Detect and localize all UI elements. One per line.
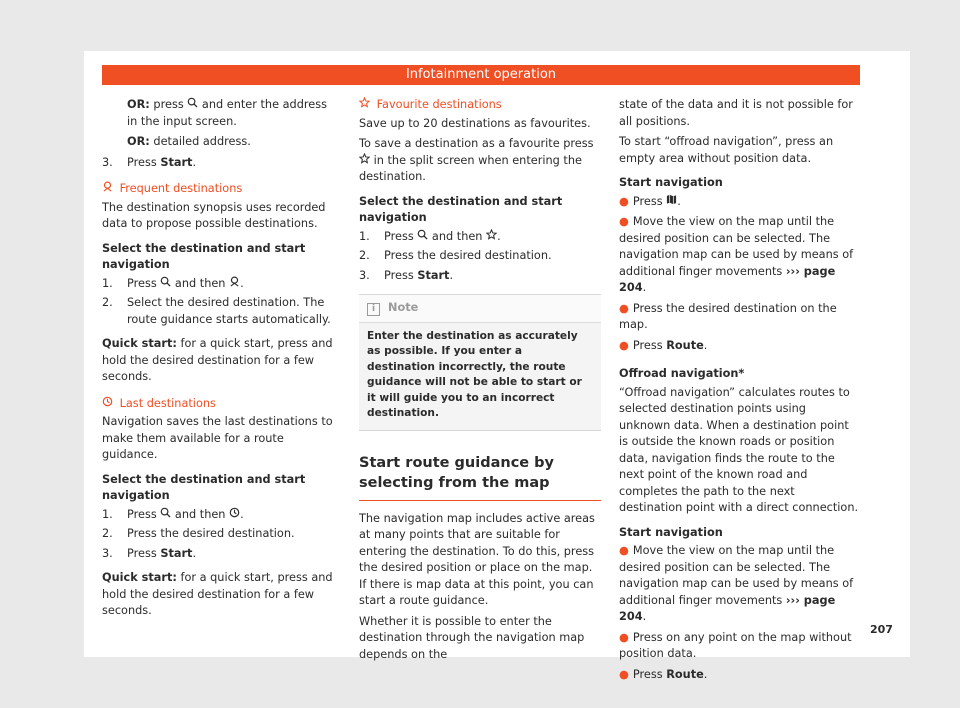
or-detailed-line: OR: detailed address. bbox=[127, 135, 251, 148]
bullet-press-destination: ● Press the desired destination on the map. bbox=[619, 301, 837, 331]
map-paragraph-2: Whether it is possible to enter the destination through the navigation map depends on the bbox=[359, 614, 585, 661]
column-middle bbox=[359, 97, 601, 667]
favourite-step-1: 1. Press and then . bbox=[359, 229, 601, 246]
favourite-desc: Save up to 20 destinations as favourites. bbox=[359, 116, 591, 130]
frequent-step-2: 2. Select the desired destination. The route guidance starts automatically. bbox=[102, 296, 331, 326]
start-nav-heading-2: Start navigation bbox=[619, 525, 723, 539]
column-left bbox=[102, 97, 340, 624]
favourite-sub: Select the destination and start navigation bbox=[359, 194, 563, 224]
search-icon bbox=[187, 97, 198, 114]
step-3: 3. Press Start. bbox=[102, 155, 197, 169]
clock-icon bbox=[102, 396, 113, 413]
last-sub: Select the destination and start navigation bbox=[102, 472, 306, 502]
last-step-3: 3. Press Start. bbox=[102, 546, 197, 560]
favourite-save: To save a destination as a favourite press in the split screen when entering the destination. bbox=[359, 137, 594, 183]
frequent-step-1: 1. Press and then . bbox=[102, 276, 340, 293]
or-address-line: OR: press and enter the address in the input screen. bbox=[127, 98, 327, 128]
start-nav-heading: Start navigation bbox=[619, 176, 723, 189]
clock-icon bbox=[229, 507, 240, 524]
bullet-press-map: ● Press . bbox=[619, 194, 859, 211]
frequent-quick: Quick start: for a quick start, press and hold the desired destination for a few seconds. bbox=[102, 337, 333, 383]
bullet-press-route-2: ● Press Route. bbox=[619, 667, 708, 681]
page-number: 207 bbox=[870, 623, 893, 636]
last-heading: Last destinations bbox=[102, 396, 340, 413]
map-icon bbox=[666, 194, 677, 211]
offroad-desc: “Offroad navigation” calculates routes to selected destination points using unknown data. When a destination point is outside the known roads or position data, navigation finds the route to the next point of the known road and completes the path to the next destination point with a direct connection. bbox=[619, 385, 859, 514]
note-body: Enter the destination as accurately as possible. If you enter a destination incorrectly, the route guidance will not be able to start or it will guide you to an incorrect destination. bbox=[367, 329, 582, 419]
offroad-heading: Offroad navigation* bbox=[619, 367, 745, 380]
last-step-1: 1. Press and then . bbox=[102, 507, 340, 524]
note-box bbox=[359, 294, 601, 431]
frequent-sub: Select the destination and start navigation bbox=[102, 241, 306, 271]
bullet-move-view-2: ● Move the view on the map until the desired position can be selected. The navigation map can be used by means of additional finger movements ››› page 204. bbox=[619, 544, 854, 623]
data-state-paragraph: state of the data and it is not possible for all positions. bbox=[619, 98, 853, 128]
last-quick: Quick start: for a quick start, press and hold the desired destination for a few seconds. bbox=[102, 571, 333, 617]
bullet-press-route: ● Press Route. bbox=[619, 338, 708, 352]
note-header: i Note bbox=[359, 295, 601, 323]
flag-pin-icon bbox=[229, 276, 240, 293]
map-paragraph-1: The navigation map includes active areas at many points that are suitable for entering the destination. To do this, press the desired position or place on the map. If there is map data at this point, you can start a route guidance. bbox=[359, 511, 595, 607]
favourite-step-3: 3. Press Start. bbox=[359, 268, 454, 282]
offroad-start-paragraph: To start “offroad navigation”, press an empty area without position data. bbox=[619, 135, 834, 165]
bullet-move-view: ● Move the view on the map until the desired position can be selected. The navigation map can be used by means of additional finger movements ››› page 204. bbox=[619, 215, 854, 294]
info-icon: i bbox=[367, 303, 380, 316]
frequent-heading: Frequent destinations bbox=[102, 181, 340, 198]
bullet-press-any-point: ● Press on any point on the map without position data. bbox=[619, 630, 852, 660]
destinations-icon bbox=[160, 507, 171, 524]
favourite-heading: Favourite destinations bbox=[359, 97, 601, 114]
destinations-icon bbox=[417, 229, 428, 246]
last-step-2: 2. Press the desired destination. bbox=[102, 527, 295, 540]
last-desc: Navigation saves the last destinations to make them available for a route guidance. bbox=[102, 415, 333, 461]
section-title: Start route guidance by selecting from the map bbox=[359, 453, 601, 501]
column-right bbox=[619, 97, 859, 687]
star-icon bbox=[359, 97, 370, 114]
star-icon bbox=[359, 153, 370, 170]
frequent-desc: The destination synopsis uses recorded data to propose possible destinations. bbox=[102, 200, 326, 230]
chapter-banner: Infotainment operation bbox=[102, 65, 860, 85]
favourite-step-2: 2. Press the desired destination. bbox=[359, 249, 552, 262]
star-icon bbox=[486, 229, 497, 246]
destinations-icon bbox=[160, 276, 171, 293]
flag-pin-icon bbox=[102, 181, 113, 198]
